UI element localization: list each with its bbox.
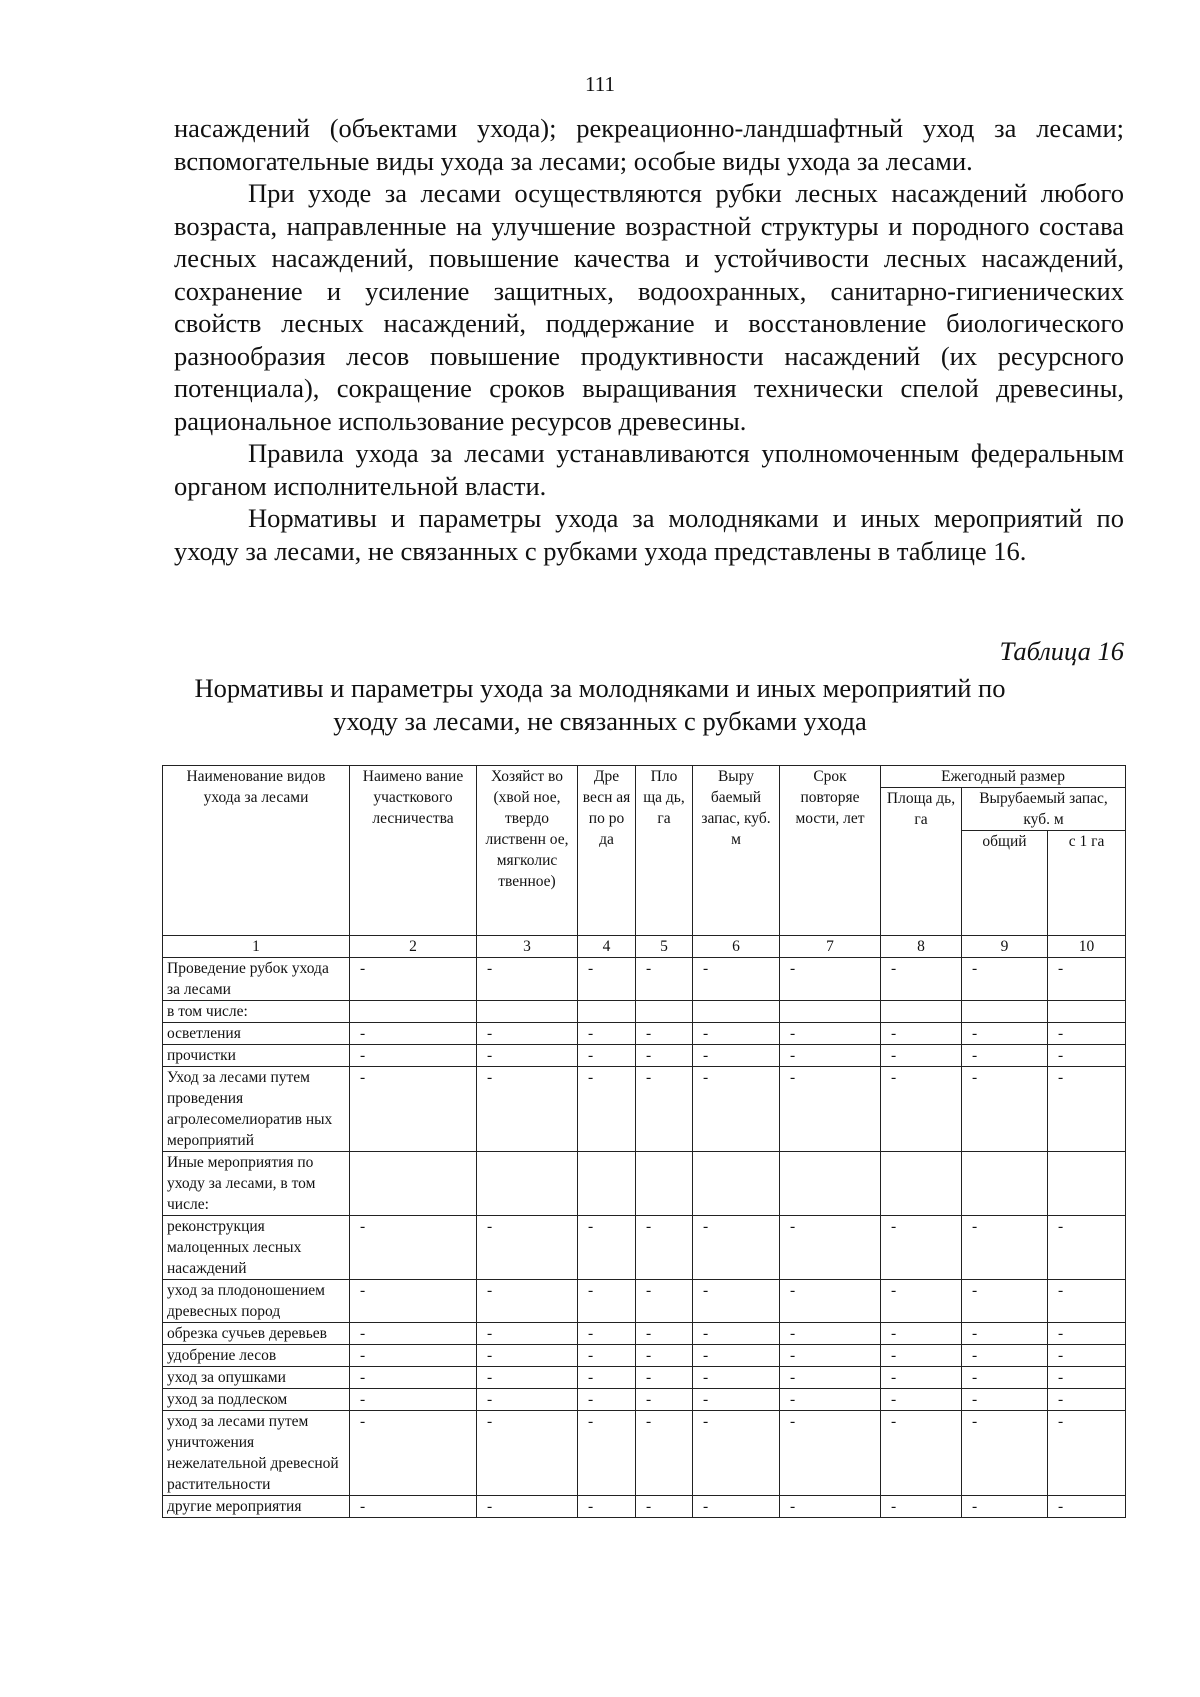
table-row [163, 1280, 1126, 1323]
row-label: обрезка сучьев деревьев [163, 1323, 350, 1345]
table-cell [693, 1152, 780, 1216]
column-number: 2 [350, 936, 477, 958]
row-label: уход за опушками [163, 1367, 350, 1389]
table-cell [962, 1045, 1048, 1067]
table-cell [578, 1411, 636, 1496]
table-cell [881, 1323, 962, 1345]
header-total: общий [962, 831, 1048, 936]
empty-value-dash: - [646, 1391, 652, 1408]
table-cell [780, 1152, 881, 1216]
table-cell [780, 1389, 881, 1411]
empty-value-dash: - [646, 1369, 652, 1386]
empty-value-dash: - [790, 1391, 796, 1408]
table-cell [477, 1496, 578, 1518]
empty-value-dash: - [891, 1391, 897, 1408]
empty-value-dash: - [588, 1218, 594, 1235]
empty-value-dash: - [360, 1069, 366, 1086]
empty-value-dash: - [972, 1025, 978, 1042]
table-cell [693, 1411, 780, 1496]
column-number: 7 [780, 936, 881, 958]
empty-value-dash: - [972, 1498, 978, 1515]
table-cell [881, 1411, 962, 1496]
empty-value-dash: - [588, 1391, 594, 1408]
table-cell [693, 1280, 780, 1323]
table-caption: Таблица 16 [999, 636, 1124, 666]
empty-value-dash: - [972, 1413, 978, 1430]
empty-value-dash: - [487, 1218, 493, 1235]
table-cell [693, 1023, 780, 1045]
table-cell [693, 1389, 780, 1411]
table-cell [636, 1367, 693, 1389]
empty-value-dash: - [487, 1025, 493, 1042]
table-cell [636, 1067, 693, 1152]
table-cell [636, 1216, 693, 1280]
table-cell [1048, 1367, 1126, 1389]
column-number-row [163, 936, 1126, 958]
row-label: другие мероприятия [163, 1496, 350, 1518]
table-row [163, 958, 1126, 1001]
row-label: Иные мероприятия по уходу за лесами, в том числе: [163, 1152, 350, 1216]
empty-value-dash: - [891, 960, 897, 977]
table-cell [881, 1496, 962, 1518]
header-annual-cut-volume: Вырубаемый запас, куб. м [962, 788, 1126, 831]
empty-value-dash: - [972, 1047, 978, 1064]
empty-value-dash: - [588, 1413, 594, 1430]
table-cell [1048, 1280, 1126, 1323]
table-cell [1048, 1323, 1126, 1345]
empty-value-dash: - [972, 1282, 978, 1299]
empty-value-dash: - [790, 1498, 796, 1515]
table-cell [780, 1323, 881, 1345]
empty-value-dash: - [360, 1369, 366, 1386]
row-label: уход за подлеском [163, 1389, 350, 1411]
table-row [163, 1367, 1126, 1389]
table-cell [881, 1001, 962, 1023]
empty-value-dash: - [891, 1347, 897, 1364]
table-cell [350, 1367, 477, 1389]
empty-value-dash: - [588, 1347, 594, 1364]
empty-value-dash: - [790, 960, 796, 977]
table-cell [1048, 1411, 1126, 1496]
table-cell [1048, 1045, 1126, 1067]
empty-value-dash: - [487, 1391, 493, 1408]
empty-value-dash: - [1058, 1325, 1064, 1342]
header-annual-size: Ежегодный размер [881, 766, 1126, 788]
column-number: 5 [636, 936, 693, 958]
table-row [163, 1001, 1126, 1023]
table-cell [881, 1345, 962, 1367]
empty-value-dash: - [588, 960, 594, 977]
table-cell [578, 1345, 636, 1367]
table-cell [636, 1496, 693, 1518]
table-cell [1048, 1216, 1126, 1280]
column-number: 1 [163, 936, 350, 958]
table-cell [693, 1001, 780, 1023]
empty-value-dash: - [790, 1218, 796, 1235]
empty-value-dash: - [891, 1282, 897, 1299]
table-cell [780, 1367, 881, 1389]
table-cell [780, 958, 881, 1001]
empty-value-dash: - [487, 1047, 493, 1064]
table-cell [693, 1323, 780, 1345]
table-cell [881, 1023, 962, 1045]
empty-value-dash: - [588, 1498, 594, 1515]
column-number: 3 [477, 936, 578, 958]
empty-value-dash: - [487, 1325, 493, 1342]
empty-value-dash: - [360, 1347, 366, 1364]
table-cell [962, 958, 1048, 1001]
paragraph-3: Правила ухода за лесами устанавливаются уполномоченным федеральным органом исполнительной власти. [174, 438, 1124, 501]
empty-value-dash: - [972, 1347, 978, 1364]
table-title [150, 672, 1050, 737]
column-number: 4 [578, 936, 636, 958]
header-harvested-volume: Выру баемый запас, куб. м [693, 766, 780, 936]
table-cell [1048, 958, 1126, 1001]
page-number: 111 [585, 72, 615, 96]
row-label: уход за лесами путем уничтожения нежелательной древесной растительности [163, 1411, 350, 1496]
empty-value-dash: - [703, 1391, 709, 1408]
table-cell [578, 1216, 636, 1280]
empty-value-dash: - [703, 1347, 709, 1364]
table-cell [477, 1411, 578, 1496]
table-cell [962, 1345, 1048, 1367]
table-cell [578, 1280, 636, 1323]
empty-value-dash: - [646, 1069, 652, 1086]
table-cell [636, 1001, 693, 1023]
header-annual-area: Площа дь, га [881, 788, 962, 936]
table-cell [578, 958, 636, 1001]
table-cell [350, 1067, 477, 1152]
table-cell [350, 1216, 477, 1280]
paragraph-1: насаждений (объектами ухода); рекреационно-ландшафтный уход за лесами; вспомогательные виды ухода за лесами; особые виды ухода за лесами. [174, 113, 1124, 176]
table-cell [350, 1045, 477, 1067]
table-cell [962, 1067, 1048, 1152]
empty-value-dash: - [360, 1413, 366, 1430]
empty-value-dash: - [646, 1218, 652, 1235]
table-cell [350, 1345, 477, 1367]
table-cell [350, 1411, 477, 1496]
table-cell [780, 1001, 881, 1023]
table-row [163, 1067, 1126, 1152]
row-label: Проведение рубок ухода за лесами [163, 958, 350, 1001]
table-cell [477, 1152, 578, 1216]
table-cell [693, 1216, 780, 1280]
table-cell [780, 1023, 881, 1045]
empty-value-dash: - [891, 1413, 897, 1430]
header-economy: Хозяйст во (хвой ное, твердо лиственн ое, мягколис твенное) [477, 766, 578, 936]
empty-value-dash: - [703, 1282, 709, 1299]
empty-value-dash: - [1058, 1282, 1064, 1299]
table-cell [636, 1280, 693, 1323]
table-cell [578, 1367, 636, 1389]
table-cell [693, 958, 780, 1001]
header-activity-type: Наименование видов ухода за лесами [163, 766, 350, 936]
empty-value-dash: - [972, 1325, 978, 1342]
empty-value-dash: - [487, 1413, 493, 1430]
table-cell [477, 1023, 578, 1045]
empty-value-dash: - [1058, 1347, 1064, 1364]
table-cell [636, 1323, 693, 1345]
table-cell [350, 1496, 477, 1518]
empty-value-dash: - [1058, 1069, 1064, 1086]
column-number: 6 [693, 936, 780, 958]
empty-value-dash: - [1058, 960, 1064, 977]
table-cell [780, 1411, 881, 1496]
table-body [163, 958, 1126, 1518]
table-cell [693, 1045, 780, 1067]
table-cell [1048, 1345, 1126, 1367]
table-cell [780, 1067, 881, 1152]
empty-value-dash: - [360, 1391, 366, 1408]
table-cell [350, 1280, 477, 1323]
empty-value-dash: - [1058, 1025, 1064, 1042]
row-label: прочистки [163, 1045, 350, 1067]
empty-value-dash: - [1058, 1369, 1064, 1386]
table-cell [477, 1216, 578, 1280]
table-cell [881, 1216, 962, 1280]
empty-value-dash: - [360, 1282, 366, 1299]
empty-value-dash: - [790, 1047, 796, 1064]
row-label: удобрение лесов [163, 1345, 350, 1367]
empty-value-dash: - [487, 1069, 493, 1086]
empty-value-dash: - [972, 1391, 978, 1408]
empty-value-dash: - [646, 1282, 652, 1299]
header-forestry-name: Наимено вание участкового лесничества [350, 766, 477, 936]
table-cell [780, 1216, 881, 1280]
table-cell [350, 1023, 477, 1045]
empty-value-dash: - [1058, 1413, 1064, 1430]
empty-value-dash: - [790, 1369, 796, 1386]
empty-value-dash: - [972, 1069, 978, 1086]
table-cell [693, 1367, 780, 1389]
table-cell [693, 1496, 780, 1518]
empty-value-dash: - [588, 1282, 594, 1299]
table-row [163, 1389, 1126, 1411]
table-cell [477, 1045, 578, 1067]
table-cell [780, 1345, 881, 1367]
table-cell [350, 1323, 477, 1345]
table-cell [636, 1389, 693, 1411]
table-cell [962, 1280, 1048, 1323]
empty-value-dash: - [891, 1325, 897, 1342]
empty-value-dash: - [487, 960, 493, 977]
table-cell [636, 1152, 693, 1216]
empty-value-dash: - [646, 1025, 652, 1042]
table-cell [350, 958, 477, 1001]
empty-value-dash: - [1058, 1391, 1064, 1408]
table-cell [636, 958, 693, 1001]
empty-value-dash: - [891, 1369, 897, 1386]
table-cell [881, 1280, 962, 1323]
empty-value-dash: - [790, 1025, 796, 1042]
table-cell [636, 1411, 693, 1496]
table-cell [636, 1023, 693, 1045]
empty-value-dash: - [646, 960, 652, 977]
header-species: Дре весн ая по ро да [578, 766, 636, 936]
table-cell [881, 1367, 962, 1389]
table-cell [1048, 1001, 1126, 1023]
table-cell [477, 1389, 578, 1411]
row-label: Уход за лесами путем проведения агролесомелиоратив ных мероприятий [163, 1067, 350, 1152]
table-cell [962, 1023, 1048, 1045]
table-cell [1048, 1496, 1126, 1518]
row-label: реконструкция малоценных лесных насаждений [163, 1216, 350, 1280]
table-cell [477, 958, 578, 1001]
table-cell [962, 1323, 1048, 1345]
table-cell [578, 1496, 636, 1518]
empty-value-dash: - [1058, 1498, 1064, 1515]
empty-value-dash: - [360, 1325, 366, 1342]
table-cell [693, 1067, 780, 1152]
row-label: осветления [163, 1023, 350, 1045]
table-cell [578, 1389, 636, 1411]
empty-value-dash: - [487, 1282, 493, 1299]
table-row [163, 1023, 1126, 1045]
empty-value-dash: - [790, 1325, 796, 1342]
table-row [163, 1345, 1126, 1367]
empty-value-dash: - [703, 1218, 709, 1235]
empty-value-dash: - [703, 1047, 709, 1064]
empty-value-dash: - [790, 1069, 796, 1086]
table-cell [962, 1152, 1048, 1216]
table-cell [962, 1367, 1048, 1389]
empty-value-dash: - [360, 1218, 366, 1235]
table-row [163, 1411, 1126, 1496]
empty-value-dash: - [703, 960, 709, 977]
table-cell [477, 1001, 578, 1023]
empty-value-dash: - [1058, 1218, 1064, 1235]
column-number: 9 [962, 936, 1048, 958]
table-cell [477, 1367, 578, 1389]
table-cell [636, 1345, 693, 1367]
empty-value-dash: - [703, 1325, 709, 1342]
empty-value-dash: - [588, 1325, 594, 1342]
empty-value-dash: - [360, 960, 366, 977]
table-cell [881, 1389, 962, 1411]
table-cell [1048, 1389, 1126, 1411]
table-row [163, 1323, 1126, 1345]
table-row [163, 1045, 1126, 1067]
header-per-ha: с 1 га [1048, 831, 1126, 936]
empty-value-dash: - [703, 1369, 709, 1386]
empty-value-dash: - [588, 1369, 594, 1386]
table-cell [780, 1045, 881, 1067]
empty-value-dash: - [703, 1069, 709, 1086]
paragraph-2: При уходе за лесами осуществляются рубки лесных насаждений любого возраста, направленные на улучшение возрастной структуры и породного состава лесных насаждений, повышение качества и устойчивости лесных насаждений, сохранение и усиление защитных, водоохранных, санитарно-гигиенических свойств лесных насаждений, поддержание и восстановление биологического разнообразия лесов повышение продуктивности насаждений (их ресурсного потенциала), сокращение сроков выращивания технически спелой древесины, рациональное использование ресурсов древесины. [174, 178, 1124, 436]
empty-value-dash: - [891, 1218, 897, 1235]
table-cell [350, 1389, 477, 1411]
table-cell [477, 1280, 578, 1323]
empty-value-dash: - [360, 1498, 366, 1515]
body-text [174, 112, 1124, 567]
table-cell [1048, 1152, 1126, 1216]
empty-value-dash: - [646, 1325, 652, 1342]
table-cell [881, 1067, 962, 1152]
empty-value-dash: - [487, 1369, 493, 1386]
column-number: 8 [881, 936, 962, 958]
column-number: 10 [1048, 936, 1126, 958]
empty-value-dash: - [891, 1069, 897, 1086]
empty-value-dash: - [972, 960, 978, 977]
empty-value-dash: - [646, 1413, 652, 1430]
empty-value-dash: - [487, 1347, 493, 1364]
empty-value-dash: - [891, 1498, 897, 1515]
table-cell [881, 1045, 962, 1067]
table-cell [780, 1496, 881, 1518]
table-cell [780, 1280, 881, 1323]
empty-value-dash: - [360, 1025, 366, 1042]
empty-value-dash: - [972, 1218, 978, 1235]
header-repeat-period: Срок повторяе мости, лет [780, 766, 881, 936]
empty-value-dash: - [487, 1498, 493, 1515]
empty-value-dash: - [790, 1347, 796, 1364]
table-cell [477, 1067, 578, 1152]
table-cell [578, 1023, 636, 1045]
norms-table [162, 765, 1126, 1518]
empty-value-dash: - [703, 1025, 709, 1042]
empty-value-dash: - [646, 1347, 652, 1364]
table-cell [693, 1345, 780, 1367]
table-cell [636, 1045, 693, 1067]
empty-value-dash: - [790, 1282, 796, 1299]
table-row [163, 1496, 1126, 1518]
table-cell [578, 1152, 636, 1216]
table-title-line-2: уходу за лесами, не связанных с рубками ухода [333, 705, 867, 736]
table-cell [881, 1152, 962, 1216]
table-cell [578, 1045, 636, 1067]
empty-value-dash: - [588, 1025, 594, 1042]
table-cell [477, 1345, 578, 1367]
table-title-line-1: Нормативы и параметры ухода за молодняками и иных мероприятий по [194, 673, 1006, 703]
header-area: Пло ща дь, га [636, 766, 693, 936]
table-cell [477, 1323, 578, 1345]
table-row [163, 1152, 1126, 1216]
empty-value-dash: - [360, 1047, 366, 1064]
row-label: уход за плодоношением древесных пород [163, 1280, 350, 1323]
table-cell [578, 1323, 636, 1345]
empty-value-dash: - [588, 1047, 594, 1064]
empty-value-dash: - [646, 1047, 652, 1064]
paragraph-4: Нормативы и параметры ухода за молодняками и иных мероприятий по уходу за лесами, не связанных с рубками ухода представлены в таблице 16. [174, 503, 1124, 566]
empty-value-dash: - [972, 1369, 978, 1386]
table-cell [578, 1001, 636, 1023]
table-cell [962, 1001, 1048, 1023]
empty-value-dash: - [1058, 1047, 1064, 1064]
empty-value-dash: - [891, 1025, 897, 1042]
table-cell [1048, 1067, 1126, 1152]
table-row [163, 1216, 1126, 1280]
row-label: в том числе: [163, 1001, 350, 1023]
table-cell [350, 1001, 477, 1023]
empty-value-dash: - [891, 1047, 897, 1064]
empty-value-dash: - [703, 1498, 709, 1515]
empty-value-dash: - [703, 1413, 709, 1430]
table-cell [962, 1389, 1048, 1411]
table-cell [962, 1411, 1048, 1496]
table-cell [962, 1496, 1048, 1518]
table-cell [1048, 1023, 1126, 1045]
empty-value-dash: - [588, 1069, 594, 1086]
table-cell [881, 958, 962, 1001]
table-cell [350, 1152, 477, 1216]
empty-value-dash: - [646, 1498, 652, 1515]
table-cell [578, 1067, 636, 1152]
empty-value-dash: - [790, 1413, 796, 1430]
table-cell [962, 1216, 1048, 1280]
